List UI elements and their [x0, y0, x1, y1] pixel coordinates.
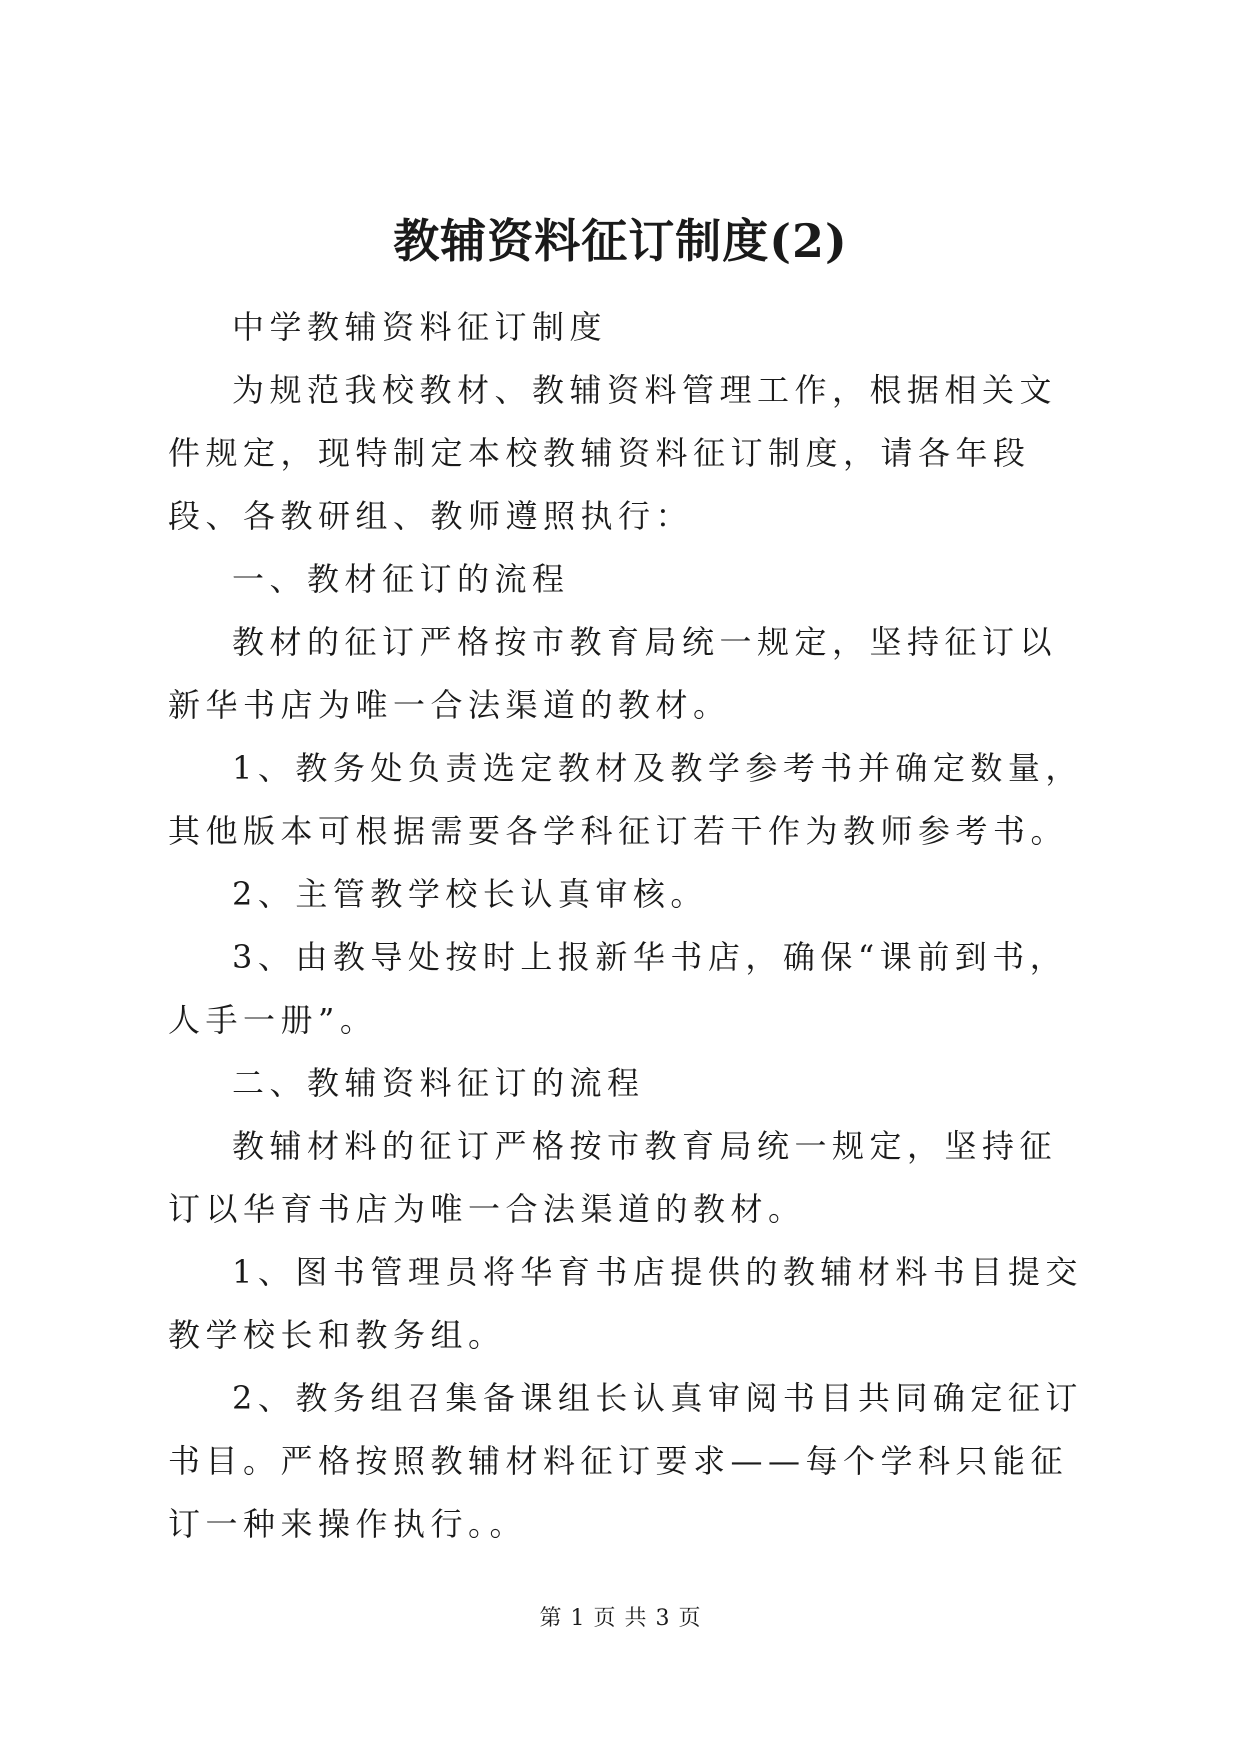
document-body	[168, 296, 1088, 1556]
paragraph-subtitle: 中学教辅资料征订制度	[232, 308, 608, 346]
paragraph-textbook-step-1: 1、教务处负责选定教材及教学参考书并确定数量，其他版本可根据需要各学科征订若干作为教师参考书。	[168, 749, 1083, 850]
paragraph-supplementary-step-2: 2、教务组召集备课组长认真审阅书目共同确定征订书目。严格按照教辅材料征订要求——每个学科只能征订一种来操作执行。。	[168, 1379, 1083, 1543]
document-title: 教辅资料征订制度(2)	[393, 214, 848, 268]
paragraph-supplementary-rule: 教辅材料的征订严格按市教育局统一规定，坚持征订以华育书店为唯一合法渠道的教材。	[168, 1127, 1058, 1228]
section-heading-textbook: 一、教材征订的流程	[232, 560, 570, 598]
paragraph-supplementary-step-1: 1、图书管理员将华育书店提供的教辅材料书目提交教学校长和教务组。	[168, 1253, 1083, 1354]
paragraph-textbook-step-3: 3、由教导处按时上报新华书店，确保“课前到书，人手一册”。	[168, 938, 1068, 1039]
paragraph-intro: 为规范我校教材、教辅资料管理工作，根据相关文件规定，现特制定本校教辅资料征订制度，请各年段段、各教研组、教师遵照执行：	[168, 371, 1058, 535]
section-heading-supplementary: 二、教辅资料征订的流程	[232, 1064, 645, 1102]
page-number-footer: 第 1 页 共 3 页	[539, 1606, 702, 1631]
paragraph-textbook-rule: 教材的征订严格按市教育局统一规定，坚持征订以新华书店为唯一合法渠道的教材。	[168, 623, 1058, 724]
paragraph-textbook-step-2: 2、主管教学校长认真审核。	[232, 875, 708, 913]
